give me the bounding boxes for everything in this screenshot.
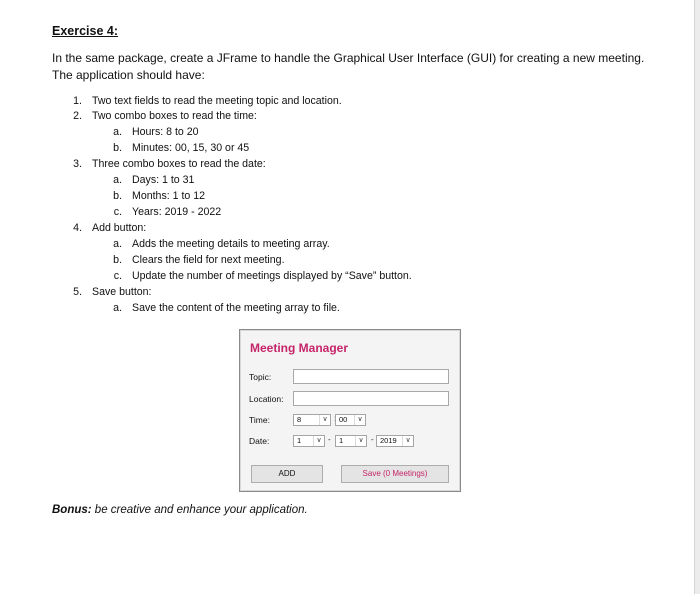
- list-number-4: 4.: [73, 222, 82, 234]
- chevron-down-icon: ∨: [354, 415, 365, 425]
- minute-combo[interactable]: [335, 414, 366, 426]
- list-letter-3c: c.: [113, 206, 122, 218]
- list-letter-4a: a.: [113, 238, 122, 250]
- date-separator-2: -: [371, 435, 374, 444]
- time-label: Time:: [249, 415, 270, 425]
- meeting-manager-title: Meeting Manager: [250, 341, 349, 355]
- list-item-2b: Minutes: 00, 15, 30 or 45: [132, 142, 250, 154]
- year-value: 2019: [380, 436, 397, 445]
- month-combo[interactable]: [335, 435, 367, 447]
- save-button[interactable]: Save (0 Meetings): [341, 465, 449, 483]
- list-item-2: Two combo boxes to read the time:: [92, 110, 257, 122]
- chevron-down-icon: ∨: [355, 436, 366, 446]
- list-item-3c: Years: 2019 - 2022: [132, 206, 222, 218]
- list-letter-2a: a.: [113, 126, 122, 138]
- meeting-manager-window: [239, 329, 461, 492]
- bonus-line: [52, 504, 308, 516]
- hour-combo[interactable]: [293, 414, 331, 426]
- list-item-4: Add button:: [92, 222, 147, 234]
- list-number-3: 3.: [73, 158, 82, 170]
- list-letter-3a: a.: [113, 174, 122, 186]
- list-item-5: Save button:: [92, 286, 152, 298]
- date-separator-1: -: [328, 435, 331, 444]
- list-letter-4b: b.: [113, 254, 122, 266]
- location-input[interactable]: [293, 391, 449, 406]
- exercise-title: Exercise 4:: [52, 24, 119, 38]
- list-letter-3b: b.: [113, 190, 122, 202]
- list-letter-5a: a.: [113, 302, 122, 314]
- list-item-4b: Clears the field for next meeting.: [132, 254, 285, 266]
- hour-value: 8: [297, 415, 302, 424]
- list-number-1: 1.: [73, 95, 82, 107]
- exercise-intro: In the same package, create a JFrame to handle the Graphical User Interface (GUI) for creating a new meeting. The application should have:: [52, 51, 645, 82]
- month-value: 1: [339, 436, 344, 445]
- list-item-3b: Months: 1 to 12: [132, 190, 206, 202]
- chevron-down-icon: ∨: [319, 415, 330, 425]
- list-item-2a: Hours: 8 to 20: [132, 126, 199, 138]
- list-item-1: Two text fields to read the meeting topic and location.: [92, 95, 342, 107]
- day-value: 1: [297, 436, 302, 445]
- chevron-down-icon: ∨: [313, 436, 324, 446]
- list-item-4a: Adds the meeting details to meeting array.: [132, 238, 330, 250]
- list-letter-2b: b.: [113, 142, 122, 154]
- day-combo[interactable]: [293, 435, 325, 447]
- location-label: Location:: [249, 394, 284, 404]
- bonus-text: be creative and enhance your application.: [91, 504, 308, 516]
- list-number-5: 5.: [73, 286, 82, 298]
- list-item-4c: Update the number of meetings displayed by “Save” button.: [132, 270, 412, 282]
- minute-value: 00: [339, 415, 348, 424]
- list-item-3: Three combo boxes to read the date:: [92, 158, 266, 170]
- topic-label: Topic:: [249, 372, 272, 382]
- list-letter-4c: c.: [113, 270, 122, 282]
- bonus-label: Bonus:: [52, 504, 92, 516]
- topic-input[interactable]: [293, 369, 449, 384]
- date-label: Date:: [249, 436, 270, 446]
- list-item-3a: Days: 1 to 31: [132, 174, 195, 186]
- year-combo[interactable]: [376, 435, 414, 447]
- chevron-down-icon: ∨: [402, 436, 413, 446]
- list-item-5a: Save the content of the meeting array to file.: [132, 302, 340, 314]
- add-button[interactable]: ADD: [251, 465, 323, 483]
- list-number-2: 2.: [73, 110, 82, 122]
